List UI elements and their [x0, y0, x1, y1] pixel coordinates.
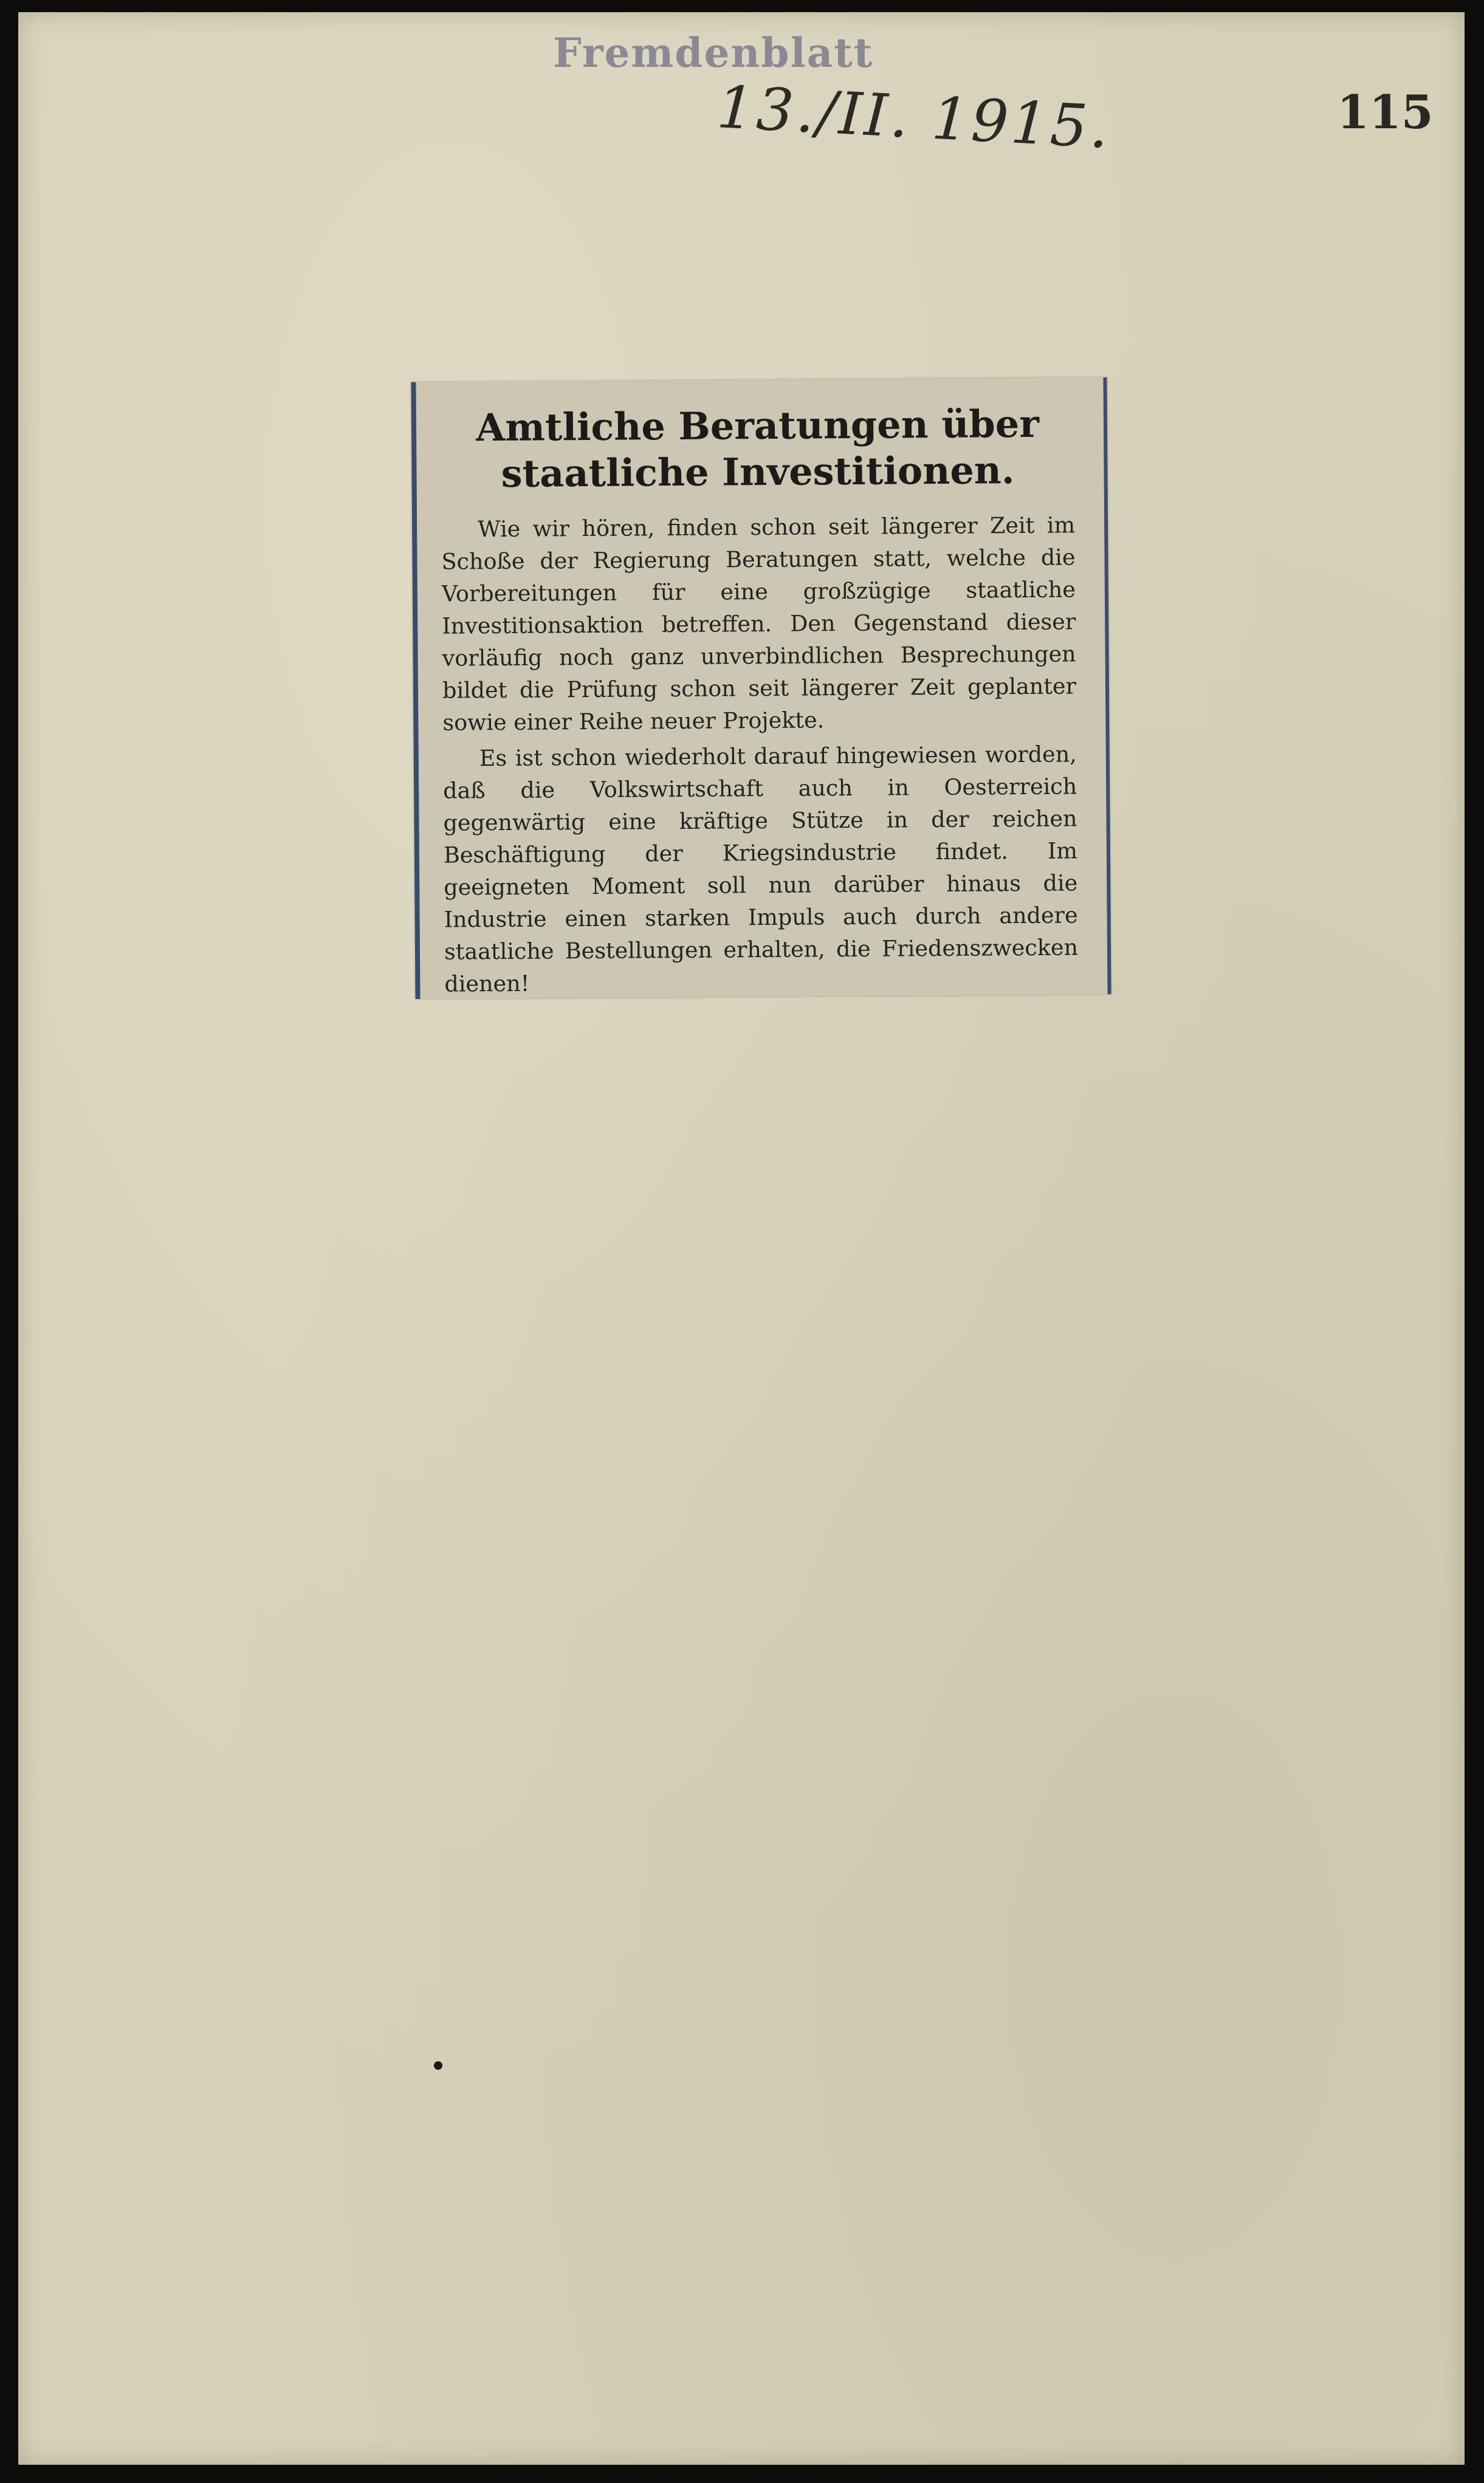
- ink-dot: [434, 2061, 442, 2070]
- folio-number: 115: [1337, 85, 1434, 139]
- clipping-title: Amtliche Beratungen über staatliche Investitionen.: [475, 401, 1040, 496]
- archive-sheet: [18, 12, 1465, 2465]
- handwritten-date: 13./II. 1915.: [715, 73, 1113, 162]
- clipping-paragraph: Es ist schon wiederholt darauf hingewiesen worden, daß die Volkswirtschaft auch in Oesterreich gegenwärtig eine kräftige Stütze in der reichen Beschäftigung der Kriegsindustrie findet. Im geeigneten Moment soll nun darüber hinaus die Industrie einen starken Impuls auch durch andere staatliche Bestellungen erhalten, die Friedenszwecken dienen!: [443, 741, 1079, 997]
- newspaper-stamp: Fremdenblatt: [553, 29, 874, 77]
- clipping-paragraph: Wie wir hören, finden schon seit längerer Zeit im Schoße der Regierung Beratungen statt, welche die Vorbereitungen für eine großzügige staatliche Investitionsaktion betreffen. Den Gegenstand dieser vorläufig noch ganz unverbindlichen Besprechungen bildet die Prüfung schon seit längerer Zeit geplanter sowie einer Reihe neuer Projekte.: [441, 512, 1077, 736]
- newspaper-clipping: [411, 377, 1111, 999]
